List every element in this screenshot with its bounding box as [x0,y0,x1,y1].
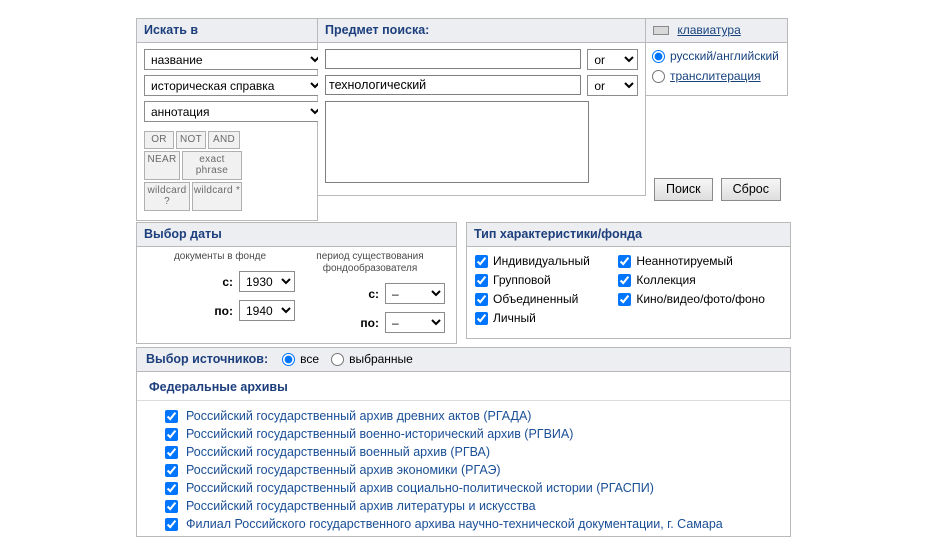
keyboard-title-bar [646,19,787,43]
operator-not-button[interactable]: NOT [176,131,206,149]
docs-to-label: по: [214,303,233,318]
period-to-select[interactable] [385,312,445,333]
docs-to-row [145,300,295,321]
source-link-rgva[interactable]: Российский государственный военный архив (РГВА) [186,445,491,459]
source-checkbox-rgantd-samara[interactable] [165,518,178,531]
sources-title: Выбор источников: [146,352,269,366]
type-item-individual[interactable] [475,254,615,268]
search-in-title: Искать в [137,19,317,43]
type-item-group[interactable] [475,273,615,287]
list-item[interactable] [137,407,790,425]
source-checkbox-rgvia[interactable] [165,428,178,441]
subject-body [318,43,645,195]
type-item-personal[interactable] [475,311,615,325]
keyboard-label-ru-en: русский/английский [670,49,779,63]
source-checkbox-rgali[interactable] [165,500,178,513]
source-link-rgaspi[interactable]: Российский государственный архив социально-политической истории (РГАСПИ) [186,481,654,495]
type-right-column [618,254,778,311]
search-field-select-2[interactable] [144,75,324,96]
operator-and-button[interactable]: AND [208,131,240,149]
keyboard-link[interactable]: клавиатура [677,23,741,37]
list-item[interactable] [137,425,790,443]
sources-panel [136,347,791,537]
search-button[interactable]: Поиск [654,178,713,201]
operator-buttons [144,131,310,211]
keyboard-panel [646,18,788,96]
period-from-select[interactable] [385,283,445,304]
list-item[interactable] [137,515,790,533]
source-checkbox-rgaspi[interactable] [165,482,178,495]
type-checkbox-individual[interactable] [475,255,488,268]
list-item[interactable] [137,479,790,497]
type-panel-body [467,247,790,338]
source-checkbox-rgva[interactable] [165,446,178,459]
type-checkbox-media[interactable] [618,293,631,306]
sources-mode-selected[interactable] [329,352,413,366]
period-from-label: с: [368,286,379,301]
type-item-media[interactable] [618,292,778,306]
operator-or-button[interactable]: OR [144,131,174,149]
sources-radio-selected[interactable] [331,353,344,366]
reset-button[interactable]: Сброс [721,178,781,201]
docs-from-label: с: [222,274,233,289]
type-checkbox-collection[interactable] [618,274,631,287]
search-field-select-1[interactable] [144,49,324,70]
type-label-group: Групповой [493,273,551,287]
keyboard-radio-ru-en[interactable] [652,50,665,63]
keyboard-body [646,43,787,95]
docs-from-select[interactable] [239,271,295,292]
date-col1-header: документы в фонде [173,251,267,262]
keyboard-radio-translit[interactable] [652,70,665,83]
operator-wildcard-question-button[interactable]: wildcard ? [144,182,190,211]
sources-label-selected: выбранные [349,352,413,366]
keyboard-option-translit[interactable] [650,69,783,83]
type-label-media: Кино/видео/фото/фоно [636,292,765,306]
search-in-body [137,43,317,220]
source-link-rgantd-samara[interactable]: Филиал Российского государственного архива научно-технической документации, г. Самара [186,517,723,531]
period-to-label: по: [360,315,379,330]
subject-title: Предмет поиска: [318,19,645,43]
boolean-select-2[interactable] [587,75,638,96]
sources-header [137,348,790,372]
type-panel-title: Тип характеристики/фонда [467,223,790,247]
type-label-unannotated: Неаннотируемый [636,254,733,268]
action-buttons [654,178,781,201]
keyboard-option-ru-en[interactable] [650,49,783,63]
source-link-rgali[interactable]: Российский государственный архив литературы и искусства [186,499,536,513]
type-label-individual: Индивидуальный [493,254,590,268]
source-link-rgvia[interactable]: Российский государственный военно-исторический архив (РГВИА) [186,427,574,441]
list-item[interactable] [137,497,790,515]
operator-exact-phrase-button[interactable]: exact phrase [182,151,242,180]
type-item-combined[interactable] [475,292,615,306]
sources-mode-all[interactable] [280,352,319,366]
date-col2-header: период существования фондообразователя [316,251,424,274]
sources-label-all: все [300,352,320,366]
period-to-row [295,312,445,333]
source-link-rgada[interactable]: Российский государственный архив древних актов (РГАДА) [186,409,532,423]
subject-panel [318,18,646,196]
docs-to-select[interactable] [239,300,295,321]
operator-near-button[interactable]: NEAR [144,151,180,180]
operator-wildcard-star-button[interactable]: wildcard * [192,182,242,211]
type-checkbox-group[interactable] [475,274,488,287]
source-link-rgae[interactable]: Российский государственный архив экономики (РГАЭ) [186,463,501,477]
type-panel [466,222,791,339]
type-label-combined: Объединенный [493,292,579,306]
subject-textarea[interactable] [325,101,589,183]
date-panel [136,222,457,344]
source-checkbox-rgae[interactable] [165,464,178,477]
keyboard-icon [653,26,669,35]
type-checkbox-combined[interactable] [475,293,488,306]
date-panel-title: Выбор даты [137,223,456,247]
list-item[interactable] [137,443,790,461]
period-from-row [295,283,445,304]
search-in-panel [136,18,318,221]
type-item-collection[interactable] [618,273,778,287]
type-checkbox-unannotated[interactable] [618,255,631,268]
type-label-personal: Личный [493,311,536,325]
list-item[interactable] [137,461,790,479]
type-item-unannotated[interactable] [618,254,778,268]
date-panel-body [137,247,456,343]
sources-body [137,372,790,533]
keyboard-label-translit[interactable]: транслитерация [670,69,761,83]
type-checkbox-personal[interactable] [475,312,488,325]
search-field-select-3[interactable] [144,101,324,122]
subject-input-1[interactable] [325,49,581,69]
subject-input-2[interactable] [325,75,581,95]
type-label-collection: Коллекция [636,273,696,287]
type-left-column [475,254,615,330]
source-checkbox-rgada[interactable] [165,410,178,423]
sources-group-title: Федеральные архивы [137,378,790,401]
docs-from-row [145,271,295,292]
boolean-select-1[interactable] [587,49,638,70]
sources-radio-all[interactable] [282,353,295,366]
